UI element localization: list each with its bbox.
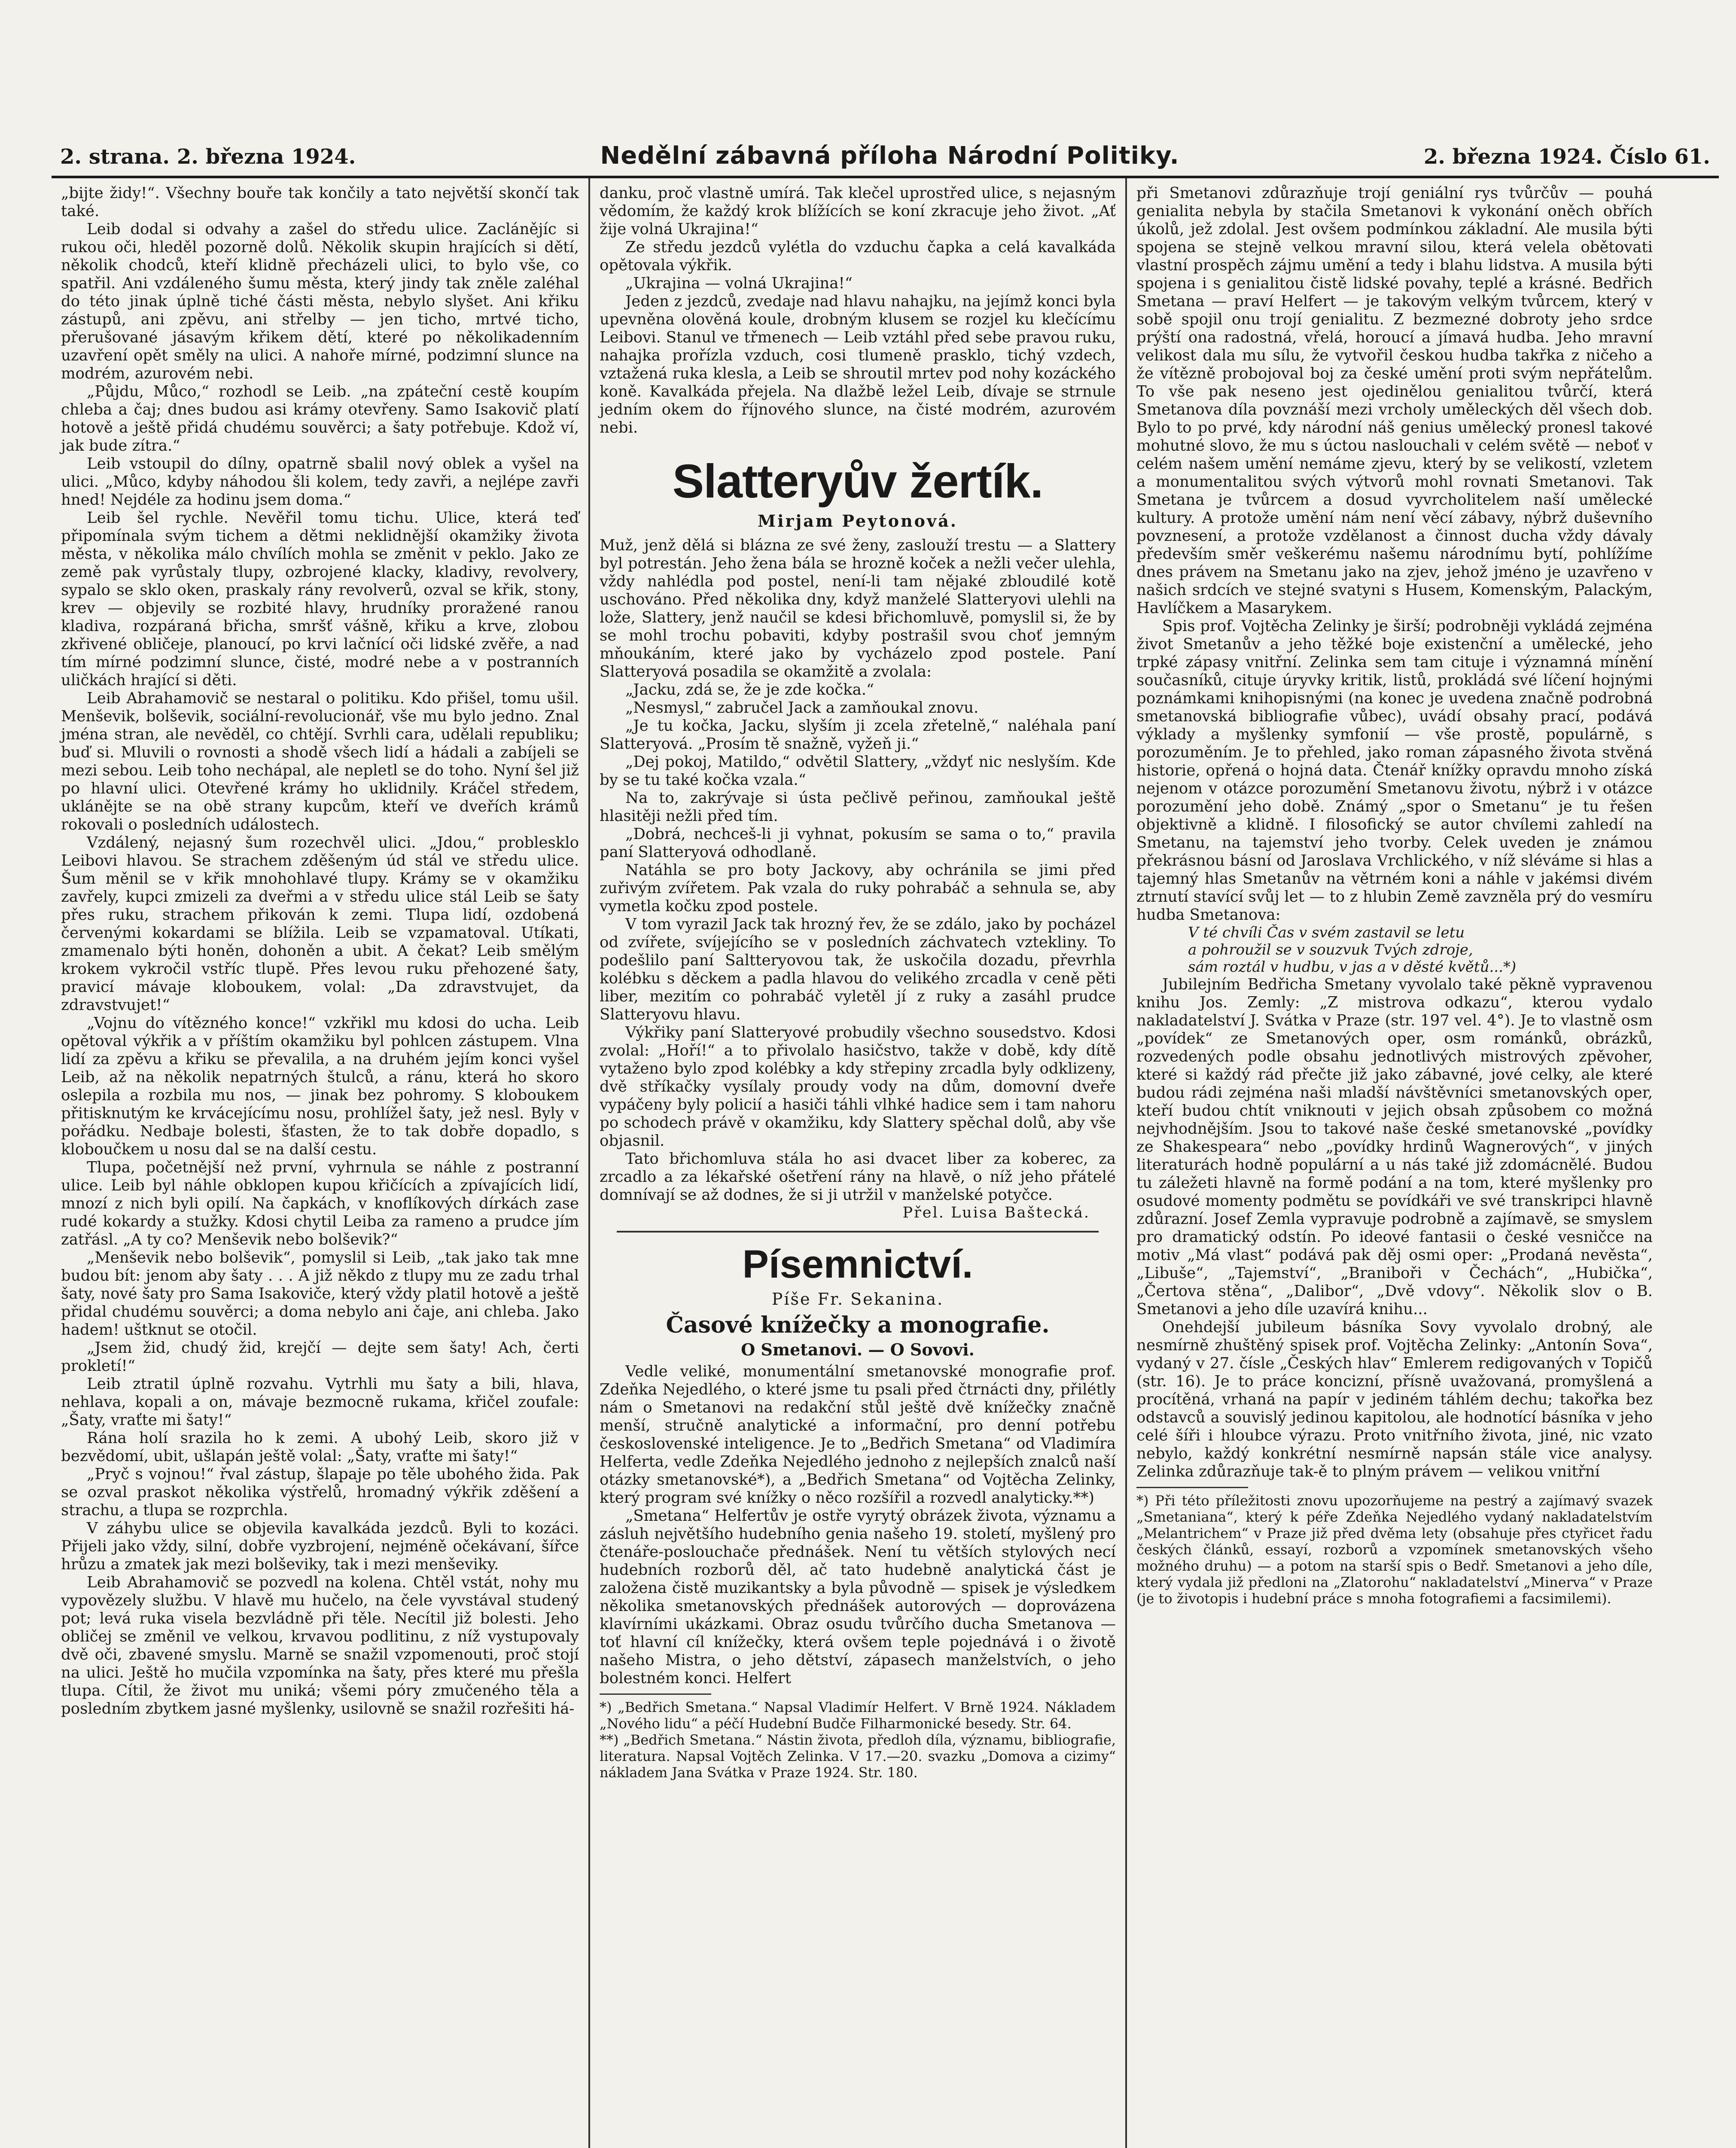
- paragraph: „Je tu kočka, Jacku, slyším ji zcela zřetelně,“ naléhala paní Slatteryová. „Prosím tě snažně, vyžeň ji.“: [600, 717, 1116, 753]
- poem-line: sám roztál v hudbu, v jas a v děsté květů...*): [1188, 958, 1517, 976]
- column-1: [52, 178, 588, 2148]
- paragraph: Leib Abrahamovič se nestaral o politiku. Kdo přišel, tomu ušil. Menševik, bolševik, sociální-revolucionář, vše mu bylo jedno. Znal jména stran, ale nevěděl, co chtějí. Svrhli cara, udělali republiku; buď si. Mluvili o rovnosti a shodě všech lidí a hádali a zabíjeli se mezi sebou. Leib toho nechápal, ale nepletl se do toho. Nyní šel již po hlavní ulici. Otevřené krámy ho uklidnily. Kráčel středem, uklánějte se na obě strany kupcům, kteří ve dveřích krámů rokovali o posledních událostech.: [61, 690, 579, 833]
- story-author: Mirjam Peytonová.: [758, 511, 958, 531]
- paragraph: při Smetanovi zdůrazňuje trojí geniální rys tvůrčův — pouhá genialita nebyla by stačila Smetanovi k vykonání oněch obřích úkolů, jež zdolal. Jest ovšem podmínkou základní. Ale musila býti spojena se stejně velkou mravní silou, která velela obětovati vlastní prospěch zájmu umění a tedy i blahu lidstva. A musila býti spojena i s genialitou čistě lidské povahy, teplé a krásné. Bedřich Smetana — praví Helfert — je takovým velkým tvůrcem, který v sobě spojil onu trojí genialitu. Z bezmezné dobroty jeho srdce prýští ona radostná, vřelá, horoucí a jímavá hudba. Jeho mravní velikost dala mu sílu, že vytvořil českou hudba takřka z ničeho a že vítězně probojoval boj za české umění proti svým nepřátelům. To vše pak neseno jest ojedinělou genialitou tvůrčí, která Smetanova díla povznáší mezi vrcholy uměleckých děl všech dob. Bylo to po prvé, kdy národní náš genius umělecký pronesl takové mohutné slovo, že mu s úctou naslouchali v celém světě — neboť v celém našem umění nemáme zjevu, který by se velikostí, vzletem a monumentalitou svých výtvorů mohl rovnati Smetanovi. Tak Smetana je tvůrcem a dosud vyvrcholitelem naší umělecké kultury. A protože umění nám není věcí zábavy, nýbrž duševního povznesení, a protože vzdělanost a činnost ducha vždy dávaly především směr veškerému našemu národnímu bytí, pohlížíme dnes právem na Smetanu jako na zjev, jehož jméno je uzavřeno v našich srdcích ve stejné svatyni s Husem, Komenským, Palackým, Havlíčkem a Masarykem.: [1136, 184, 1653, 617]
- paragraph: „Jsem žid, chudý žid, krejčí — dejte sem šaty! Ach, čerti prokletí!“: [61, 1339, 579, 1375]
- paragraph: „Vojnu do vítězného konce!“ vzkřikl mu kdosi do ucha. Leib opětoval výkřik a v příštím okamžiku byl pohlcen zástupem. Vlna lidí za zpěvu a křiku se převalila, a na druhém jejím konci vyšel Leib, až na několik nepatrných štulců, a ránu, která ho skoro oslepila a rozbila mu nos, — jinak bez pohromy. S kloboukem přitisknutým ke krvácejícímu nosu, prohlížel šaty, jež nesl. Byly v pořádku. Nedbaje bolesti, šťasten, že to tak dobře dopadlo, s kloboučkem u nosu dal se na další cestu.: [61, 1014, 579, 1158]
- paragraph: „Dej pokoj, Matildo,“ odvětil Slattery, „vždyť nic neslyším. Kde by se tu také kočka vzala.“: [600, 753, 1116, 789]
- paragraph: Spis prof. Vojtěcha Zelinky je širší; podrobněji vykládá zejména život Smetanův a jeho těžké boje existenční a umělecké, jeho trpké zápasy vnitřní. Zelinka sem tam cituje i významná mínění současníků, cituje úryvky kritik, listů, prokládá své líčení hojnými poznámkami knihopisnými (na konec je uvedena značně podrobná smetanovská bibliografie vůbec), uvádí obsahy prací, podává výklady a myšlenky symfonií — vše prostě, populárně, s porozuměním. Je to přehled, jako roman zápasného života stvěná historie, opřená o hojná data. Čtenář knížky opravdu mnoho získá nejenom v otázce porozumění Smetanovu životu, nýbrž i v otázce porozumění jeho době. Známý „spor o Smetanu“ je tu řešen objektivně a klidně. I filosofický se autor chvílemi zahledí na Smetanu, na tajemství jeho tvorby. Celek uveden je známou překrásnou básní od Jaroslava Vrchlického, v níž sléváme si hlas a tajemný hlas Smetanův na větrném koni a náhle v jakémsi divém ztrnutí stavící svůj let — to z hlubin Země zavzněla prý do vesmíru hudba Smetanova:: [1136, 617, 1653, 924]
- paragraph: „Smetana“ Helfertův je ostře vyrytý obrázek života, významu a zásluh největšího hudebního genia našeho 19. století, myšlený pro čtenáře-poslouchače přednášek. Není tu větších stylových necí hudebních rozborů děl, ač tato hudebně analytická část je založena čistě muzikantsky a byla původně — spisek je výsledkem několika smetanovských přednášek autorových — doprovázena klavírními ukázkami. Obraz osudu tvůrčího ducha Smetanova — toť hlavní cíl knížečky, která ovšem teple pojednává i o životě našeho Mistra, o jeho dětství, zápasech manželstvích, o jeho bolestném konci. Helfert: [600, 1507, 1116, 1687]
- paragraph: Leib vstoupil do dílny, opatrně sbalil nový oblek a vyšel na ulici. „Můco, kdyby náhodou šli kolem, tedy zavři, a nejlépe zavři hned! Nejdéle za hodinu jsem doma.“: [61, 455, 579, 509]
- section-subtitle: Časové knížečky a monografie.: [666, 1312, 1050, 1338]
- paragraph: Leib Abrahamovič se pozvedl na kolena. Chtěl vstát, nohy mu vypovězely službu. V hlavě mu hučelo, na čele vyvstával studený pot; levá ruka visela bezvládně při těle. Necítil již bolesti. Jeho obličej se změnil ve velkou, krvavou podlitinu, z níž vystupovaly dvě oči, zbavené smyslu. Marně se snažil vzpomenouti, proč stojí na ulici. Ještě ho mučila vzpomínka na šaty, přes které mu přešla tlupa. Cítil, že život mu uniká; všemi póry zmučeného těla a posledním zbytkem jasné myšlenky, usilovně se snažil rozřešiti há-: [61, 1574, 579, 1718]
- paragraph: Rána holí srazila ho k zemi. A ubohý Leib, skoro již v bezvědomí, ubit, ušlapán ještě volal: „Šaty, vraťte mi šaty!“: [61, 1429, 579, 1465]
- paragraph: Onehdejší jubileum básníka Sovy vyvolalo drobný, ale nesmírně zhuštěný spisek prof. Vojtěcha Zelinky: „Antonín Sova“, vydaný v 27. čísle „Českých hlav“ Emlerem redigovaných v Topičů (str. 16). Je to práce koncizní, přísně uvažovaná, promyšlená a procítěná, vrhaná na papír v jediném táhlém dechu; takořka bez odstavců a souvislý jedinou kapitolou, ale hodnotící básníka v jeho celé šíři i hloubce výrazu. Proto vnitřního života, jiné, nic vzato nebylo, každý konkrétní nesmírně napsán stále vice analysy. Zelinka zdůrazňuje tak-ě to plným právem — velikou vnitřní: [1136, 1318, 1653, 1480]
- section-title: Písemnictví.: [742, 1242, 973, 1286]
- paragraph: V záhybu ulice se objevila kavalkáda jezdců. Byli to kozáci. Přijeli jako vždy, silní, dobře vyzbrojení, nejméně očekávaní, šířce hrůzu a zmatek jak mezi bolševiky, tak i mezi menševiky.: [61, 1519, 579, 1573]
- paragraph: „Dobrá, nechceš-li ji vyhnat, pokusím se sama o to,“ pravila paní Slatteryová odhodlaně.: [600, 825, 1116, 861]
- paragraph: Tato břichomluva stála ho asi dvacet liber za koberec, za zrcadlo a za lékařské ošetření rány na hlavě, o níž jeho přátelé domnívají se až dodnes, že si ji utržil v manželské potyčce.: [600, 1150, 1116, 1204]
- paragraph: „Pryč s vojnou!“ řval zástup, šlapaje po těle ubohého žida. Pak se ozval praskot několika výstřelů, hromadný výkřik zděšení a strachu, a tlupa se rozprchla.: [61, 1465, 579, 1519]
- paragraph: Leib šel rychle. Nevěřil tomu tichu. Ulice, která teď připomínala svým tichem a dětmi neklidnější okamžiky života města, v několika málo chvílích mohla se změnit v peklo. Jako ze země pak vyrůstaly tlupy, ozbrojené klacky, kladivy, revolvery, sypalo se sklo oken, praskaly rány revolverů, ozval se křik, stony, krev — objevily se rozbité hlavy, hrudníky proražené ranou kladiva, rozpáraná břicha, smršť vášně, křiku a krve, zlobou zkřivené obličeje, planoucí, po krvi lačnící oči lidské zvěře, a nad tím mírné podzimní slunce, čisté, modré nebe a v postranních uličkách hrající si děti.: [61, 509, 579, 689]
- footnote-divider: [1136, 1487, 1248, 1488]
- translator-credit: Přel. Luisa Baštecká.: [902, 1204, 1090, 1221]
- paragraph: Vedle veliké, monumentální smetanovské monografie prof. Zdeňka Nejedlého, o které jsme tu psali před čtrnácti dny, přilétly nám o Smetanovi na redakční stůl ještě dvě knížečky značně menší, stručně analytické a informační, pro denní potřebu československé inteligence. Je to „Bedřich Smetana“ od Vladimíra Helferta, vedle Zdeňka Nejedlého jednoho z nejlepších znalců naší otázky smetanovské*), a „Bedřich Smetana“ od Vojtěcha Zelinky, který program své knížky o něco rozšířil a rozvedl analyticky.**): [600, 1363, 1116, 1507]
- poem-line: V té chvíli Čas v svém zastavil se letu: [1188, 924, 1465, 941]
- paragraph: „Ukrajina — volná Ukrajina!“: [625, 275, 853, 292]
- paragraph: Výkřiky paní Slatteryové probudily všechno sousedstvo. Kdosi zvolal: „Hoří!“ a to přivolalo hasičstvo, takže v době, kdy dítě vytaženo bylo zpod kolébky a kdy střepiny zrcadla byly odklizeny, dvě stříkačky vysílaly proudy vody na dům, domovní dveře vypáčeny byly policií a hasiči táhli vlhké hadice sem i tam nahoru po schodech právě v okamžiku, kdy Slattery spěchal dolů, aby vše objasnil.: [600, 1024, 1116, 1150]
- poem-line: a pohroužil se v souzvuk Tvých zdroje,: [1188, 941, 1473, 958]
- footnote: *) Při této příležitosti znovu upozorňujeme na pestrý a zajímavý svazek „Smetaniana“, který k péře Zdeňka Nejedlého vydaný nakladatelstvím „Melantrichem“ v Praze již před dvěma lety (obsahuje přes ctyřicet řadu českých článků, essayí, rozborů a vzpomínek smetanovských všeho možného druhu) — a potom na starší spis o Bedř. Smetanovi a jeho díle, který vydala již předloni na „Zlatorohu“ nakladatelství „Minerva“ v Praze (je to životopis i hudební práce s mnoha fotografiemi a facsimilemi).: [1136, 1492, 1653, 1607]
- paragraph: „Nesmysl,“ zabručel Jack a zamňoukal znovu.: [625, 699, 979, 717]
- columns: [52, 178, 1719, 2148]
- paragraph: Natáhla se pro boty Jackovy, aby ochránila se jimi před zuřivým zvířetem. Pak vzala do ruky pohrabáč a sehnula se, aby vymetla kočku zpod postele.: [600, 861, 1116, 915]
- paragraph: „bijte židy!“. Všechny bouře tak končily a tato největší skončí tak také.: [61, 184, 579, 220]
- section-divider: [617, 1231, 1099, 1233]
- paragraph: Ze středu jezdců vylétla do vzduchu čapka a celá kavalkáda opětovala výkřik.: [600, 238, 1116, 274]
- paragraph: Na to, zakrývaje si ústa pečlivě peřinou, zamňoukal ještě hlasitěji nežli před tím.: [600, 789, 1116, 825]
- paragraph: „Půjdu, Můco,“ rozhodl se Leib. „na zpáteční cestě koupím chleba a čaj; dnes budou asi krámy otevřeny. Samo Isakovič platí hotově a ještě přidá chudému souvěrci; a šaty potřebuje. Kdož ví, jak bude zítra.“: [61, 383, 579, 455]
- paragraph: Jeden z jezdců, zvedaje nad hlavu nahajku, na jejímž konci byla upevněna olověná koule, drobným klusem se rozjel ku klečícímu Leibovi. Stanul ve třmenech — Leib vztáhl před sebe pravou ruku, nahajka prořízla vzduch, cosi tlumeně prasklo, tichý vzdech, vztažená ruka klesla, a Leib se shroutil mrtev pod nohy kozáckého koně. Kavalkáda přejela. Na dlažbě ležel Leib, dívaje se strnule jedním okem do říjnového slunce, na čisté modrém, azurovém nebi.: [600, 293, 1116, 436]
- paragraph: Leib ztratil úplně rozvahu. Vytrhli mu šaty a bili, hlava, nehlava, kopali a on, mávaje bezmocně rukama, křičel zoufale: „Šaty, vraťte mi šaty!“: [61, 1375, 579, 1429]
- paragraph: „Jacku, zdá se, že je zde kočka.“: [625, 681, 874, 699]
- column-3: [1125, 178, 1662, 2148]
- section-byline: Píše Fr. Sekanina.: [771, 1290, 944, 1309]
- paragraph: Jubilejním Bedřicha Smetany vyvolalo také pěkně vypravenou knihu Jos. Zemly: „Z mistrova odkazu“, kterou vydalo nakladatelství J. Svátka v Praze (str. 197 vel. 4°). Je to vlastně osm „povídek“ ze Smetanových oper, osm románků, obrázků, rozvedených podle obsahu jednotlivých mistrových zpěvoher, které si každý rád přečte již jako zábavné, jové celky, ale které budou rádi zejména naši mladší návštěvníci smetanovských oper, kteří budou chtít vniknouti v jejich obsah způsobem co možná nejvhodnějším. Jsou to takové naše české smetanovské „povídky ze Shakespeara“ nebo „povídky hrdinů Wagnerových“, v jiných literaturách hodně populární a u nás také již zdomácnělé. Budou tu záležeti hlavně na formě podání a na tom, které myšlenky pro osudové momenty podmětu se povídkáři ve své transkripci hlavně zdůrazní. Josef Zemla vypravuje podrobně a zajímavě, se smyslem pro dramatický odstín. Po ideové fantasii o české vesničce na motiv „Má vlast“ podává pak děj osmi oper: „Prodaná nevěsta“, „Libuše“, „Tajemství“, „Braniboři v Čechách“, „Hubička“, „Čertova stěna“, „Dalibor“, „Dvě vdovy“. Několik slov o B. Smetanovi a jeho díle uzavírá knihu...: [1136, 976, 1653, 1318]
- footnote: *) „Bedřich Smetana.“ Napsal Vladimír Helfert. V Brně 1924. Nákladem „Nového lidu“ a péčí Hudební Budče Filharmonické besedy. Str. 64.: [600, 1699, 1116, 1732]
- paragraph: Leib dodal si odvahy a zašel do středu ulice. Zaclánějíc si rukou oči, hleděl pozorně dolů. Několik skupin hrajících si dětí, několik chodců, kteří klidně přecházeli ulici, to bylo vše, co spatřil. Ani vzdáleného šumu města, který jindy tak zněle zaléhal do této jinak úplně tiché části města, nebylo slyšet. Ani křiku zástupů, ani zpěvu, ani střelby — jen ticho, mrtvé ticho, přerušované jásavým křikem dětí, které po několikadenním uzavření opět směly na ulici. A nahoře mírné, podzimní slunce na modrém, azurovém nebi.: [61, 220, 579, 382]
- header-left: 2. strana. 2. března 1924.: [60, 145, 356, 169]
- paragraph: Vzdálený, nejasný šum rozechvěl ulici. „Jdou,“ problesklo Leibovi hlavou. Se strachem zděšeným úd stál ve středu ulice. Šum měnil se v křik mnohohlavé tlupy. Krámy se v okamžiku zavřely, kupci zmizeli za dveřmi a v středu ulice stál Leib se šaty přes ruku, strachem přikován k zemi. Tlupa lidí, ozdobená červenými kokardami se blížila. Leib se vzpamatoval. Utíkati, zmamenalo býti honěn, dohoněn a ubit. A čekat? Leib smělým krokem vykročil vstříc tlupě. Přes levou ruku přehozené šaty, pravicí mávaje kloboukem, volal: „Da zdravstvujet, da zdravstvujet!“: [61, 834, 579, 1014]
- page-header: [52, 142, 1719, 178]
- paragraph: Muž, jenž dělá si blázna ze své ženy, zaslouží trestu — a Slattery byl potrestán. Jeho žena bála se hrozně koček a nežli večer ulehla, vždy nahlédla pod postel, není-li tam nějaké zbloudilé kotě uschováno. Před několika dny, když manželé Slatteryovi ulehli na lože, Slattery, jenž naučil se kdesi břichomluvě, pomyslil si, že by se mohl trochu pobaviti, kdyby postrašil svou choť jemným mňoukáním, které jako by vycházelo zpod postele. Paní Slatteryová posadila se okamžitě a zvolala:: [600, 537, 1116, 680]
- header-masthead: Nedělní zábavná příloha Národní Politiky.: [600, 142, 1179, 170]
- footnote: **) „Bedřich Smetana.“ Nástin života, předloh díla, významu, bibliografie, literatura. Napsal Vojtěch Zelinka. V 17.—20. svazku „Domova a cizimy“ nákladem Jana Svátka v Praze 1924. Str. 180.: [600, 1732, 1116, 1781]
- section-subheading: O Smetanovi. — O Sovovi.: [741, 1340, 975, 1359]
- paragraph: danku, proč vlastně umírá. Tak klečel uprostřed ulice, s nejasným vědomím, že každý krok blížících se koní zkracuje jeho život. „Ať žije volná Ukrajina!“: [600, 184, 1116, 238]
- story-title: Slatteryův žertík.: [672, 455, 1043, 508]
- paragraph: Tlupa, početnější než první, vyhrnula se náhle z postranní ulice. Leib byl náhle obklopen kupou křičících a zpívajících lidí, mnozí z nich byli opilí. Na čapkách, v knoflíkových dírkách zase rudé kokardy a stužky. Kdosi chytil Leiba za rameno a prudce jím zatřásl. „A ty co? Menševik nebo bolševik?“: [61, 1159, 579, 1248]
- paragraph: „Menševik nebo bolševik“, pomyslil si Leib, „tak jako tak mne budou bít: jenom aby šaty . . . A již někdo z tlupy mu ze zadu trhal šaty, nové šaty pro Sama Isakoviče, který vždy platil hotově a ještě přidal chudému souvěrci; a doma nebylo ani čaje, ani chleba. Jako hadem! uštknut se otočil.: [61, 1249, 579, 1339]
- paragraph: V tom vyrazil Jack tak hrozný řev, že se zdálo, jako by pocházel od zvířete, svíjejícího se v posledních záchvatech vztekliny. To podešlilo paní Saltteryovou tak, že uskočila dozadu, převrhla kolébku s děckem a padla hlavou do velikého zrcadla v ceně pěti liber, mezitím co pohrabáč vyletěl jí z ruky a zasáhl prudce Slatteryovu hlavu.: [600, 915, 1116, 1023]
- footnote-divider: [600, 1693, 711, 1695]
- column-2: [588, 178, 1125, 2148]
- header-right: 2. března 1924. Číslo 61.: [1423, 145, 1710, 169]
